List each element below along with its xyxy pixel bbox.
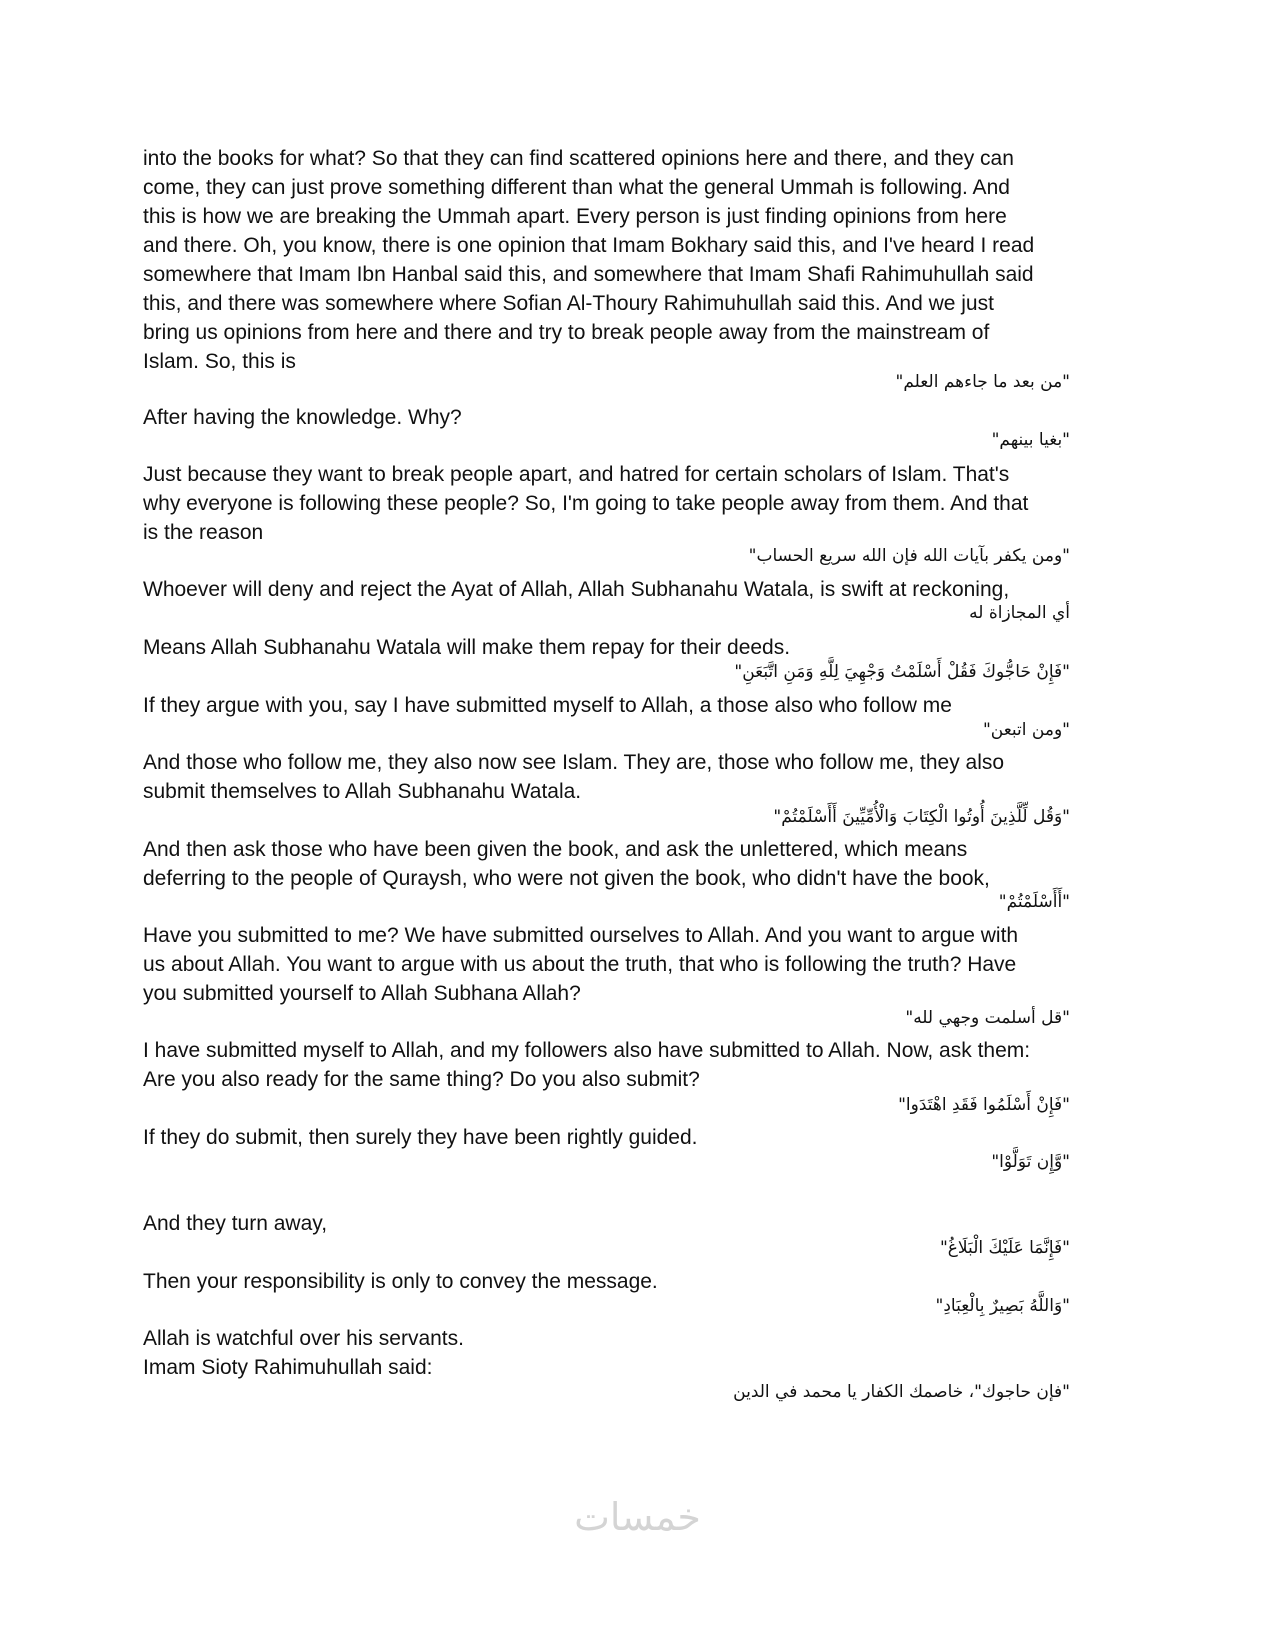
english-paragraph xyxy=(143,1324,1103,1382)
paragraph-line: why everyone is following these people? So, I'm going to take people away from them. And that xyxy=(143,492,1029,515)
arabic-quote: "فإن حاجوك"، خاصمك الكفار يا محمد في الدين xyxy=(733,1382,1070,1402)
paragraph-line: and there. Oh, you know, there is one opinion that Imam Bokhary said this, and I've heard I read xyxy=(143,234,1035,257)
paragraph-line: If they do submit, then surely they have been rightly guided. xyxy=(143,1126,698,1149)
english-paragraph xyxy=(143,460,1103,547)
paragraph-line: Allah is watchful over his servants. xyxy=(143,1327,464,1350)
paragraph-line: And they turn away, xyxy=(143,1212,328,1235)
paragraph-line: you submitted yourself to Allah Subhana Allah? xyxy=(143,982,581,1005)
paragraph-line: Have you submitted to me? We have submitted ourselves to Allah. And you want to argue with xyxy=(143,924,1019,947)
paragraph-line: If they argue with you, say I have submitted myself to Allah, a those also who follow me xyxy=(143,694,952,717)
english-paragraph xyxy=(143,1123,1103,1152)
arabic-quote: "وَاللَّهُ بَصِيرٌ بِالْعِبَادِ" xyxy=(935,1296,1070,1316)
english-paragraph xyxy=(143,921,1103,1008)
english-paragraph xyxy=(143,633,1103,662)
arabic-quote: "بغيا بينهم" xyxy=(991,430,1070,450)
arabic-quote: "فَإِنَّمَا عَلَيْكَ الْبَلَاغُ" xyxy=(939,1238,1070,1258)
paragraph-line: I have submitted myself to Allah, and my followers also have submitted to Allah. Now, ask them: xyxy=(143,1039,1031,1062)
paragraph-line: this, and there was somewhere where Sofian Al-Thoury Rahimuhullah said this. And we just xyxy=(143,292,994,315)
english-paragraph xyxy=(143,835,1103,893)
watermark-logo: خمسات xyxy=(574,1495,701,1539)
paragraph-line: And then ask those who have been given the book, and ask the unlettered, which means xyxy=(143,838,968,861)
paragraph-line: Whoever will deny and reject the Ayat of Allah, Allah Subhanahu Watala, is swift at reckoning, xyxy=(143,578,1010,601)
paragraph-line: is the reason xyxy=(143,521,264,544)
arabic-quote: "من بعد ما جاءهم العلم" xyxy=(895,372,1070,392)
paragraph-line: Islam. So, this is xyxy=(143,350,296,373)
english-paragraph xyxy=(143,1209,1103,1238)
paragraph-line: come, they can just prove something different than what the general Ummah is following. And xyxy=(143,176,1010,199)
english-paragraph xyxy=(143,1267,1103,1296)
arabic-quote: "وَّإِن تَوَلَّوْا" xyxy=(991,1152,1070,1172)
paragraph-line: Just because they want to break people apart, and hatred for certain scholars of Islam. That's xyxy=(143,463,1010,486)
paragraph-line: into the books for what? So that they can find scattered opinions here and there, and they can xyxy=(143,147,1014,170)
arabic-quote: أي المجازاة له xyxy=(969,603,1070,623)
arabic-quote: "فَإِنْ حَاجُّوكَ فَقُلْ أَسْلَمْتُ وَجْهِيَ لِلَّهِ وَمَنِ اتَّبَعَنِ" xyxy=(734,662,1070,682)
english-paragraph xyxy=(143,575,1103,604)
paragraph-line: deferring to the people of Quraysh, who were not given the book, who didn't have the book, xyxy=(143,867,990,890)
paragraph-line: Means Allah Subhanahu Watala will make them repay for their deeds. xyxy=(143,636,791,659)
english-paragraph xyxy=(143,748,1103,806)
arabic-quote: "قل أسلمت وجهي لله" xyxy=(905,1008,1070,1028)
paragraph-line: After having the knowledge. Why? xyxy=(143,406,462,429)
paragraph-line: And those who follow me, they also now see Islam. They are, those who follow me, they also xyxy=(143,751,1005,774)
paragraph-line: somewhere that Imam Ibn Hanbal said this, and somewhere that Imam Shafi Rahimuhullah said xyxy=(143,263,1034,286)
paragraph-line: Imam Sioty Rahimuhullah said: xyxy=(143,1356,433,1379)
arabic-quote: "ومن يكفر بآيات الله فإن الله سريع الحساب" xyxy=(748,546,1070,566)
paragraph-line: submit themselves to Allah Subhanahu Watala. xyxy=(143,780,582,803)
paragraph-line: Then your responsibility is only to convey the message. xyxy=(143,1270,658,1293)
paragraph-line: this is how we are breaking the Ummah apart. Every person is just finding opinions from here xyxy=(143,205,1007,228)
paragraph-line: us about Allah. You want to argue with us about the truth, that who is following the truth? Have xyxy=(143,953,1017,976)
arabic-quote: "أَأَسْلَمْتُمْ" xyxy=(998,892,1070,912)
english-paragraph xyxy=(143,144,1103,376)
english-paragraph xyxy=(143,403,1103,432)
arabic-quote: "ومن اتبعن" xyxy=(982,720,1070,740)
arabic-quote: "فَإِنْ أَسْلَمُوا فَقَدِ اهْتَدَوا" xyxy=(898,1095,1070,1115)
english-paragraph xyxy=(143,1036,1103,1094)
english-paragraph xyxy=(143,691,1103,720)
arabic-quote: "وَقُل لِّلَّذِينَ أُوتُوا الْكِتَابَ وَالْأُمِّيِّينَ أَأَسْلَمْتُمْ" xyxy=(773,807,1070,827)
paragraph-line: Are you also ready for the same thing? Do you also submit? xyxy=(143,1068,700,1091)
paragraph-line: bring us opinions from here and there and try to break people away from the mainstream of xyxy=(143,321,990,344)
